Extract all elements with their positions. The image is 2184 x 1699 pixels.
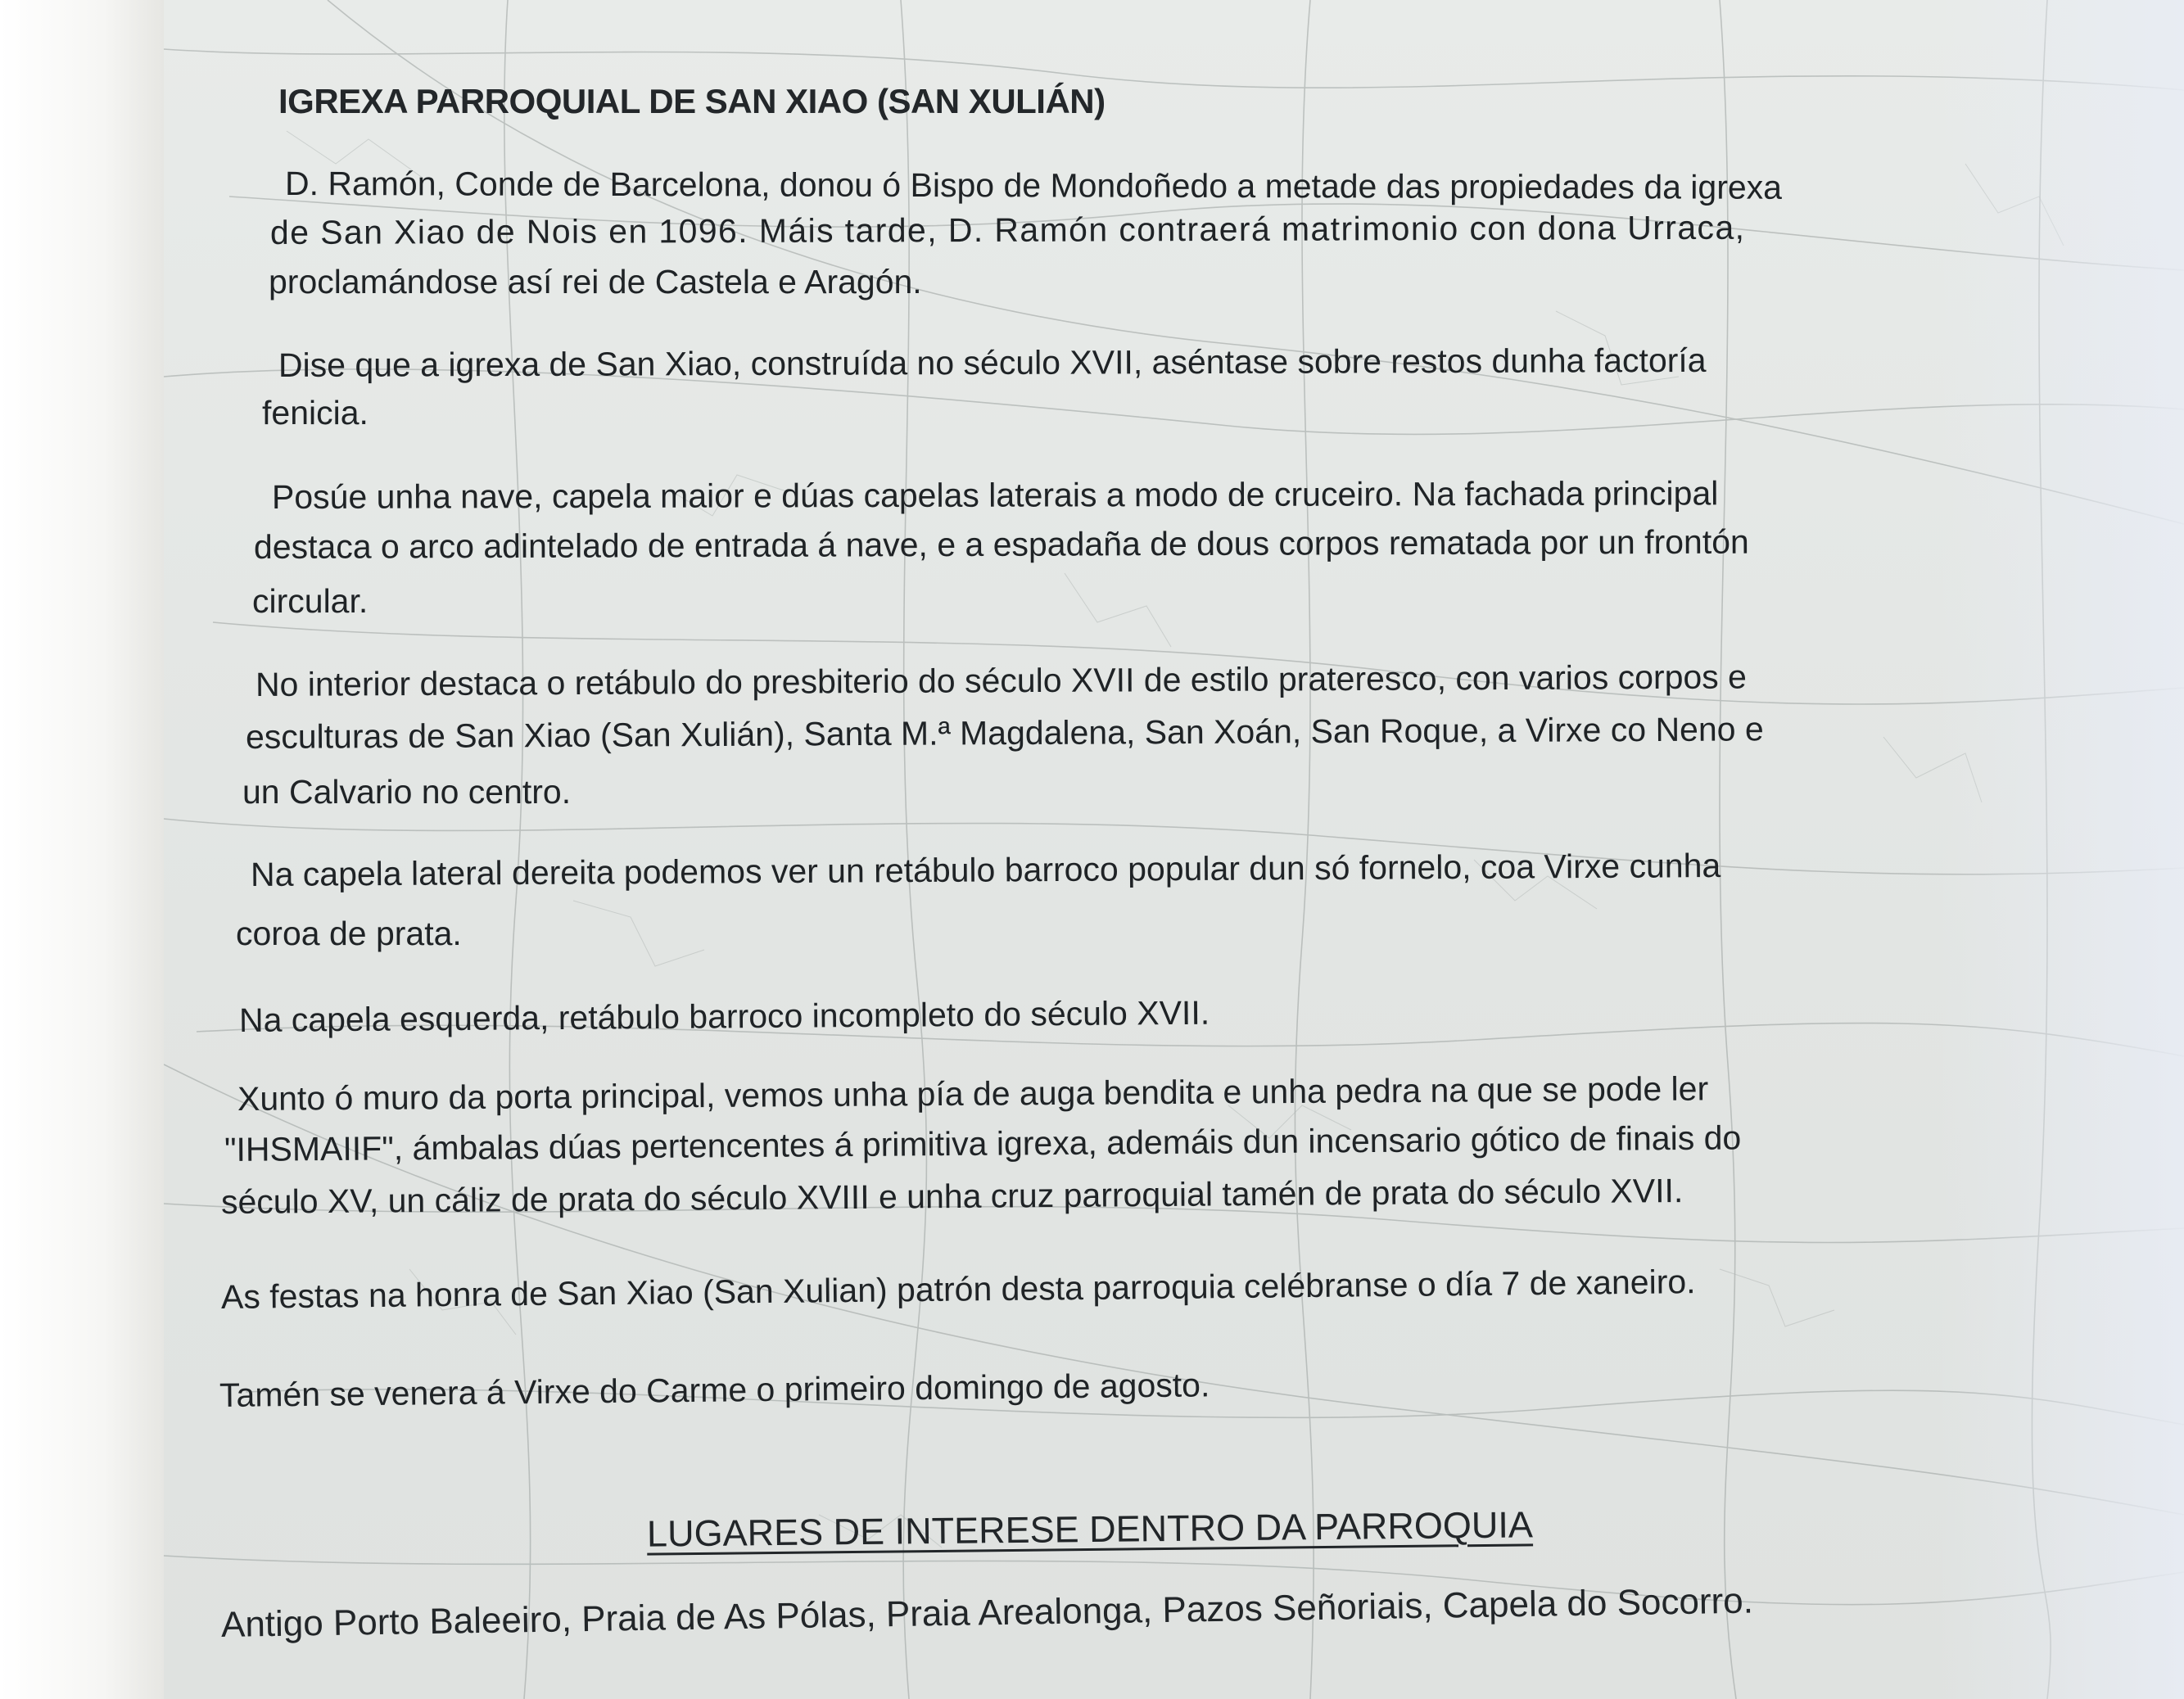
body-line: de San Xiao de Nois en 1096. Máis tarde, D. Ramón contraerá matrimonio con dona Urraca,	[269, 208, 1746, 251]
body-line: Posúe unha nave, capela maior e dúas capelas laterais a modo de cruceiro. Na fachada principal	[271, 474, 1719, 516]
body-line: Na capela esquerda, retábulo barroco incompleto do século XVII.	[238, 993, 1210, 1039]
body-line: D. Ramón, Conde de Barcelona, donou ó Bispo de Mondoñedo a metade das propiedades da igrexa	[284, 165, 1783, 206]
sign-title: IGREXA PARROQUIAL DE SAN XIAO (SAN XULIÁN)	[278, 82, 1106, 120]
body-line: As festas na honra de San Xiao (San Xulian) patrón desta parroquia celébranse o día 7 de xaneiro.	[220, 1263, 1696, 1316]
body-line: No interior destaca o retábulo do presbiterio do século XVII de estilo prateresco, con varios corpos e	[255, 657, 1748, 703]
body-line: Tamén se venera á Virxe do Carme o primeiro domingo de agosto.	[219, 1366, 1210, 1414]
body-line: coroa de prata.	[236, 915, 462, 952]
body-line: proclamándose así rei de Castela e Aragón.	[269, 263, 922, 300]
information-sign	[164, 0, 2184, 1699]
body-line: un Calvario no centro.	[242, 773, 572, 811]
body-line: fenicia.	[262, 394, 369, 432]
body-line: Dise que a igrexa de San Xiao, construída no século XVII, aséntase sobre restos dunha factoría	[278, 341, 1707, 384]
body-line: Na capela lateral dereita podemos ver un retábulo barroco popular dun só fornelo, coa Virxe cunha	[250, 847, 1721, 893]
body-line: "IHSMAIIF", ámbalas dúas pertencentes á primitiva igrexa, ademáis dun incensario gótico de finais do	[224, 1118, 1742, 1168]
body-line: século XV, un cáliz de prata do século XVIII e unha cruz parroquial tamén de prata do século XVII.	[220, 1171, 1684, 1221]
body-line: esculturas de San Xiao (San Xulián), Santa M.ª Magdalena, San Xoán, San Roque, a Virxe co Neno e	[245, 710, 1764, 756]
body-line: destaca o arco adintelado de entrada á nave, e a espadaña de dous corpos rematada por un frontón	[253, 522, 1749, 566]
body-line: Xunto ó muro da porta principal, vemos unha pía de auga bendita e unha pedra na que se pode ler	[237, 1069, 1709, 1118]
body-line: circular.	[252, 582, 369, 620]
places-list: Antigo Porto Baleeiro, Praia de As Pólas, Praia Arealonga, Pazos Señoriais, Capela do Socorro.	[220, 1580, 1754, 1645]
background-edge	[0, 0, 172, 1699]
places-heading: LUGARES DE INTERESE DENTRO DA PARROQUIA	[646, 1503, 1534, 1555]
